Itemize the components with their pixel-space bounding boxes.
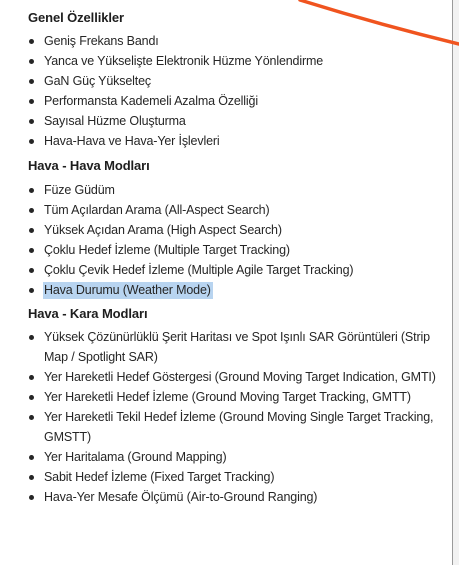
list-item: Sayısal Hüzme Oluşturma xyxy=(28,111,448,131)
bullet-icon xyxy=(29,335,34,340)
document-content xyxy=(28,8,448,507)
list-item-selected[interactable] xyxy=(28,280,448,300)
bullet-icon xyxy=(29,208,34,213)
air-to-air-modes-list xyxy=(28,180,448,300)
bullet-icon xyxy=(29,119,34,124)
list-item: Sabit Hedef İzleme (Fixed Target Tracking) xyxy=(28,467,448,487)
list-item: Yer Hareketli Tekil Hedef İzleme (Ground Moving Single Target Tracking, GMSTT) xyxy=(28,407,448,447)
list-item: Çoklu Hedef İzleme (Multiple Target Tracking) xyxy=(28,240,448,260)
list-item: GaN Güç Yükselteç xyxy=(28,71,448,91)
bullet-icon xyxy=(29,99,34,104)
section-title-air-to-ground-modes: Hava - Kara Modları xyxy=(28,306,148,321)
bullet-icon xyxy=(29,59,34,64)
list-item: Hava-Hava ve Hava-Yer İşlevleri xyxy=(28,131,448,151)
viewer-gutter xyxy=(453,0,459,565)
bullet-icon xyxy=(29,475,34,480)
air-to-ground-modes-list xyxy=(28,327,448,507)
bullet-icon xyxy=(29,415,34,420)
list-item: Geniş Frekans Bandı xyxy=(28,31,448,51)
list-item: Yanca ve Yükselişte Elektronik Hüzme Yönlendirme xyxy=(28,51,448,71)
list-item: Yüksek Açıdan Arama (High Aspect Search) xyxy=(28,220,448,240)
bullet-icon xyxy=(29,395,34,400)
bullet-icon xyxy=(29,79,34,84)
list-item: Çoklu Çevik Hedef İzleme (Multiple Agile Target Tracking) xyxy=(28,260,448,280)
list-item: Yüksek Çözünürlüklü Şerit Haritası ve Spot Işınlı SAR Görüntüleri (Strip Map / Spotlight SAR) xyxy=(28,327,448,367)
list-item: Yer Haritalama (Ground Mapping) xyxy=(28,447,448,467)
bullet-icon xyxy=(29,139,34,144)
bullet-icon xyxy=(29,268,34,273)
bullet-icon xyxy=(29,455,34,460)
bullet-icon xyxy=(29,228,34,233)
section-title-general-features: Genel Özellikler xyxy=(28,10,124,25)
section-title-air-to-air-modes: Hava - Hava Modları xyxy=(28,158,150,173)
list-item: Yer Hareketli Hedef İzleme (Ground Moving Target Tracking, GMTT) xyxy=(28,387,448,407)
list-item: Hava-Yer Mesafe Ölçümü (Air-to-Ground Ranging) xyxy=(28,487,448,507)
bullet-icon xyxy=(29,188,34,193)
bullet-icon xyxy=(29,288,34,293)
bullet-icon xyxy=(29,248,34,253)
bullet-icon xyxy=(29,39,34,44)
selected-text-highlight[interactable]: Hava Durumu (Weather Mode) xyxy=(44,283,211,297)
list-item: Füze Güdüm xyxy=(28,180,448,200)
general-features-list xyxy=(28,31,448,151)
bullet-icon xyxy=(29,375,34,380)
list-item: Performansta Kademeli Azalma Özelliği xyxy=(28,91,448,111)
bullet-icon xyxy=(29,495,34,500)
list-item: Tüm Açılardan Arama (All-Aspect Search) xyxy=(28,200,448,220)
list-item: Yer Hareketli Hedef Göstergesi (Ground Moving Target Indication, GMTI) xyxy=(28,367,448,387)
